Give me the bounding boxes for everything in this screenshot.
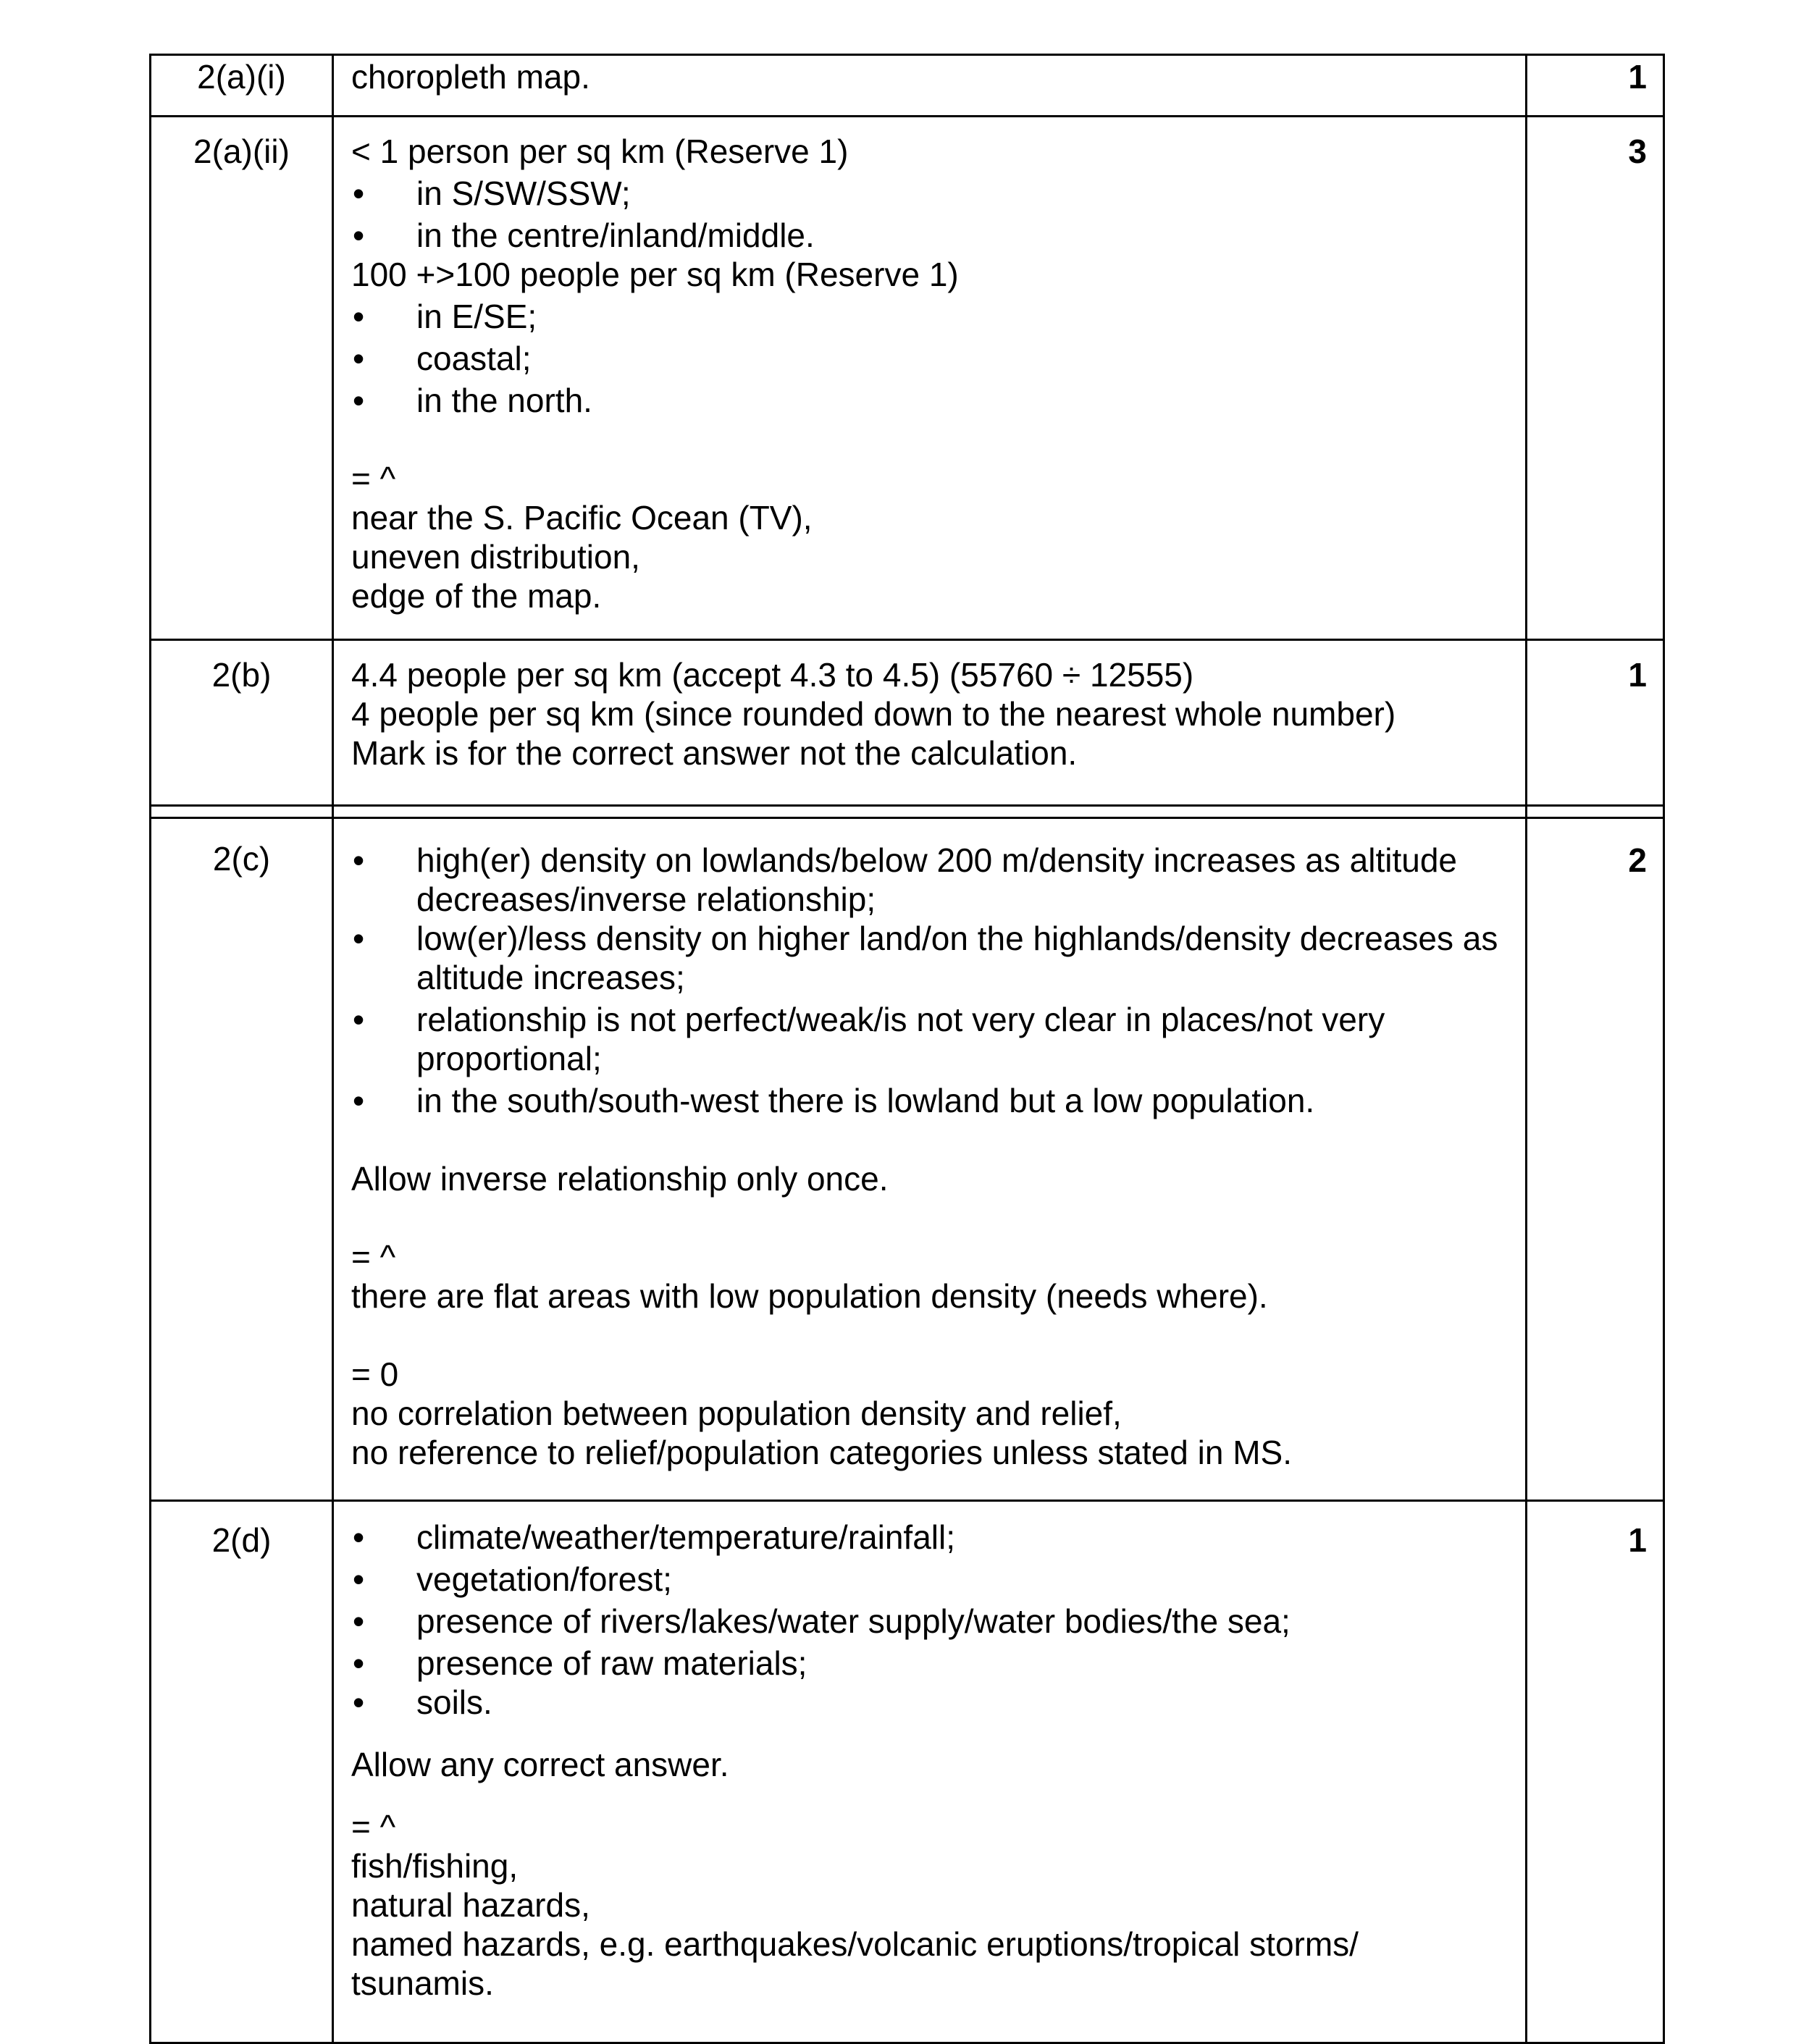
bullet-item: • low(er)/less density on higher land/on the highlands/density decreases as altitude increases; [351, 919, 1512, 997]
bullet-item: • in the north. [351, 381, 1512, 420]
marks-value: 3 [1628, 133, 1647, 170]
question-number-cell [151, 640, 333, 806]
table-row [151, 1501, 1664, 2043]
spacer [351, 1198, 1512, 1237]
answer-line: 4 people per sq km (since rounded down to the nearest whole number) [351, 695, 1396, 733]
divider-cell [151, 806, 333, 818]
bullet-item: • relationship is not perfect/weak/is not very clear in places/not very proportional; [351, 1000, 1512, 1078]
answer-line: choropleth map. [351, 58, 590, 96]
question-number: 2(d) [211, 1521, 272, 1559]
answer-line: < 1 person per sq km (Reserve 1) [351, 133, 849, 170]
answer-line: no reference to relief/population categories unless stated in MS. [351, 1434, 1292, 1471]
marks-value: 1 [1628, 1521, 1647, 1559]
answer-cell [333, 640, 1527, 806]
table-row [151, 117, 1664, 640]
answer-line: = ^ [351, 460, 396, 497]
answer-line: there are flat areas with low population density (needs where). [351, 1277, 1268, 1315]
bullet-item: • in S/SW/SSW; [351, 174, 1512, 213]
question-number: 2(b) [211, 656, 272, 694]
table-row [151, 640, 1664, 806]
answer-line: uneven distribution, [351, 538, 640, 576]
marks-cell [1527, 117, 1664, 640]
bullet-item: • in E/SE; [351, 297, 1512, 336]
table-row [151, 55, 1664, 117]
marks-value: 1 [1628, 656, 1647, 694]
question-number-cell [151, 117, 333, 640]
bullet-item: • soils. [351, 1683, 1512, 1722]
answer-line: natural hazards, [351, 1886, 590, 1924]
bullet-item: • presence of raw materials; [351, 1644, 1512, 1683]
marks-cell [1527, 55, 1664, 117]
spacer [351, 420, 1512, 459]
question-number-cell [151, 1501, 333, 2043]
mark-scheme-table [149, 54, 1665, 2044]
answer-line: tsunamis. [351, 1964, 494, 2002]
divider-cell [1527, 806, 1664, 818]
answer-line: named hazards, e.g. earthquakes/volcanic eruptions/tropical storms/ [351, 1925, 1359, 1963]
question-number: 2(a)(i) [197, 58, 286, 96]
answer-line: near the S. Pacific Ocean (TV), [351, 499, 813, 537]
answer-line: 4.4 people per sq km (accept 4.3 to 4.5) (55760 ÷ 12555) [351, 656, 1194, 694]
bullet-item: • high(er) density on lowlands/below 200 m/density increases as altitude decreases/inverse relationship; [351, 841, 1512, 919]
answer-cell [333, 1501, 1527, 2043]
answer-line: 100 +>100 people per sq km (Reserve 1) [351, 256, 959, 293]
divider-cell [333, 806, 1527, 818]
answer-line: = ^ [351, 1808, 396, 1846]
bullet-item: • in the south/south-west there is lowland but a low population. [351, 1081, 1512, 1120]
question-number-cell [151, 55, 333, 117]
spacer [351, 1316, 1512, 1355]
answer-cell [333, 55, 1527, 117]
bullet-item: • climate/weather/temperature/rainfall; [351, 1518, 1512, 1557]
answer-line: fish/fishing, [351, 1847, 519, 1885]
spacer [351, 1722, 1512, 1733]
marks-cell [1527, 818, 1664, 1501]
answer-line: = ^ [351, 1238, 396, 1276]
marks-value: 2 [1628, 841, 1647, 879]
answer-line: Allow any correct answer. [351, 1746, 729, 1783]
answer-line: Allow inverse relationship only once. [351, 1160, 889, 1198]
spacer [351, 1784, 1512, 1796]
marks-value: 1 [1628, 58, 1647, 96]
question-number: 2(a)(ii) [193, 133, 290, 170]
spacer [351, 1120, 1512, 1159]
row-divider [151, 806, 1664, 818]
answer-line: no correlation between population density and relief, [351, 1395, 1122, 1432]
question-number-cell [151, 818, 333, 1501]
answer-line: edge of the map. [351, 577, 602, 615]
marks-cell [1527, 1501, 1664, 2043]
question-number: 2(c) [212, 840, 271, 878]
marks-cell [1527, 640, 1664, 806]
answer-cell [333, 818, 1527, 1501]
answer-cell [333, 117, 1527, 640]
answer-line: Mark is for the correct answer not the calculation. [351, 734, 1078, 772]
bullet-item: • coastal; [351, 339, 1512, 378]
answer-line: = 0 [351, 1355, 399, 1393]
table-row [151, 818, 1664, 1501]
bullet-item: • vegetation/forest; [351, 1560, 1512, 1599]
bullet-item: • in the centre/inland/middle. [351, 216, 1512, 255]
bullet-item: • presence of rivers/lakes/water supply/water bodies/the sea; [351, 1602, 1512, 1641]
